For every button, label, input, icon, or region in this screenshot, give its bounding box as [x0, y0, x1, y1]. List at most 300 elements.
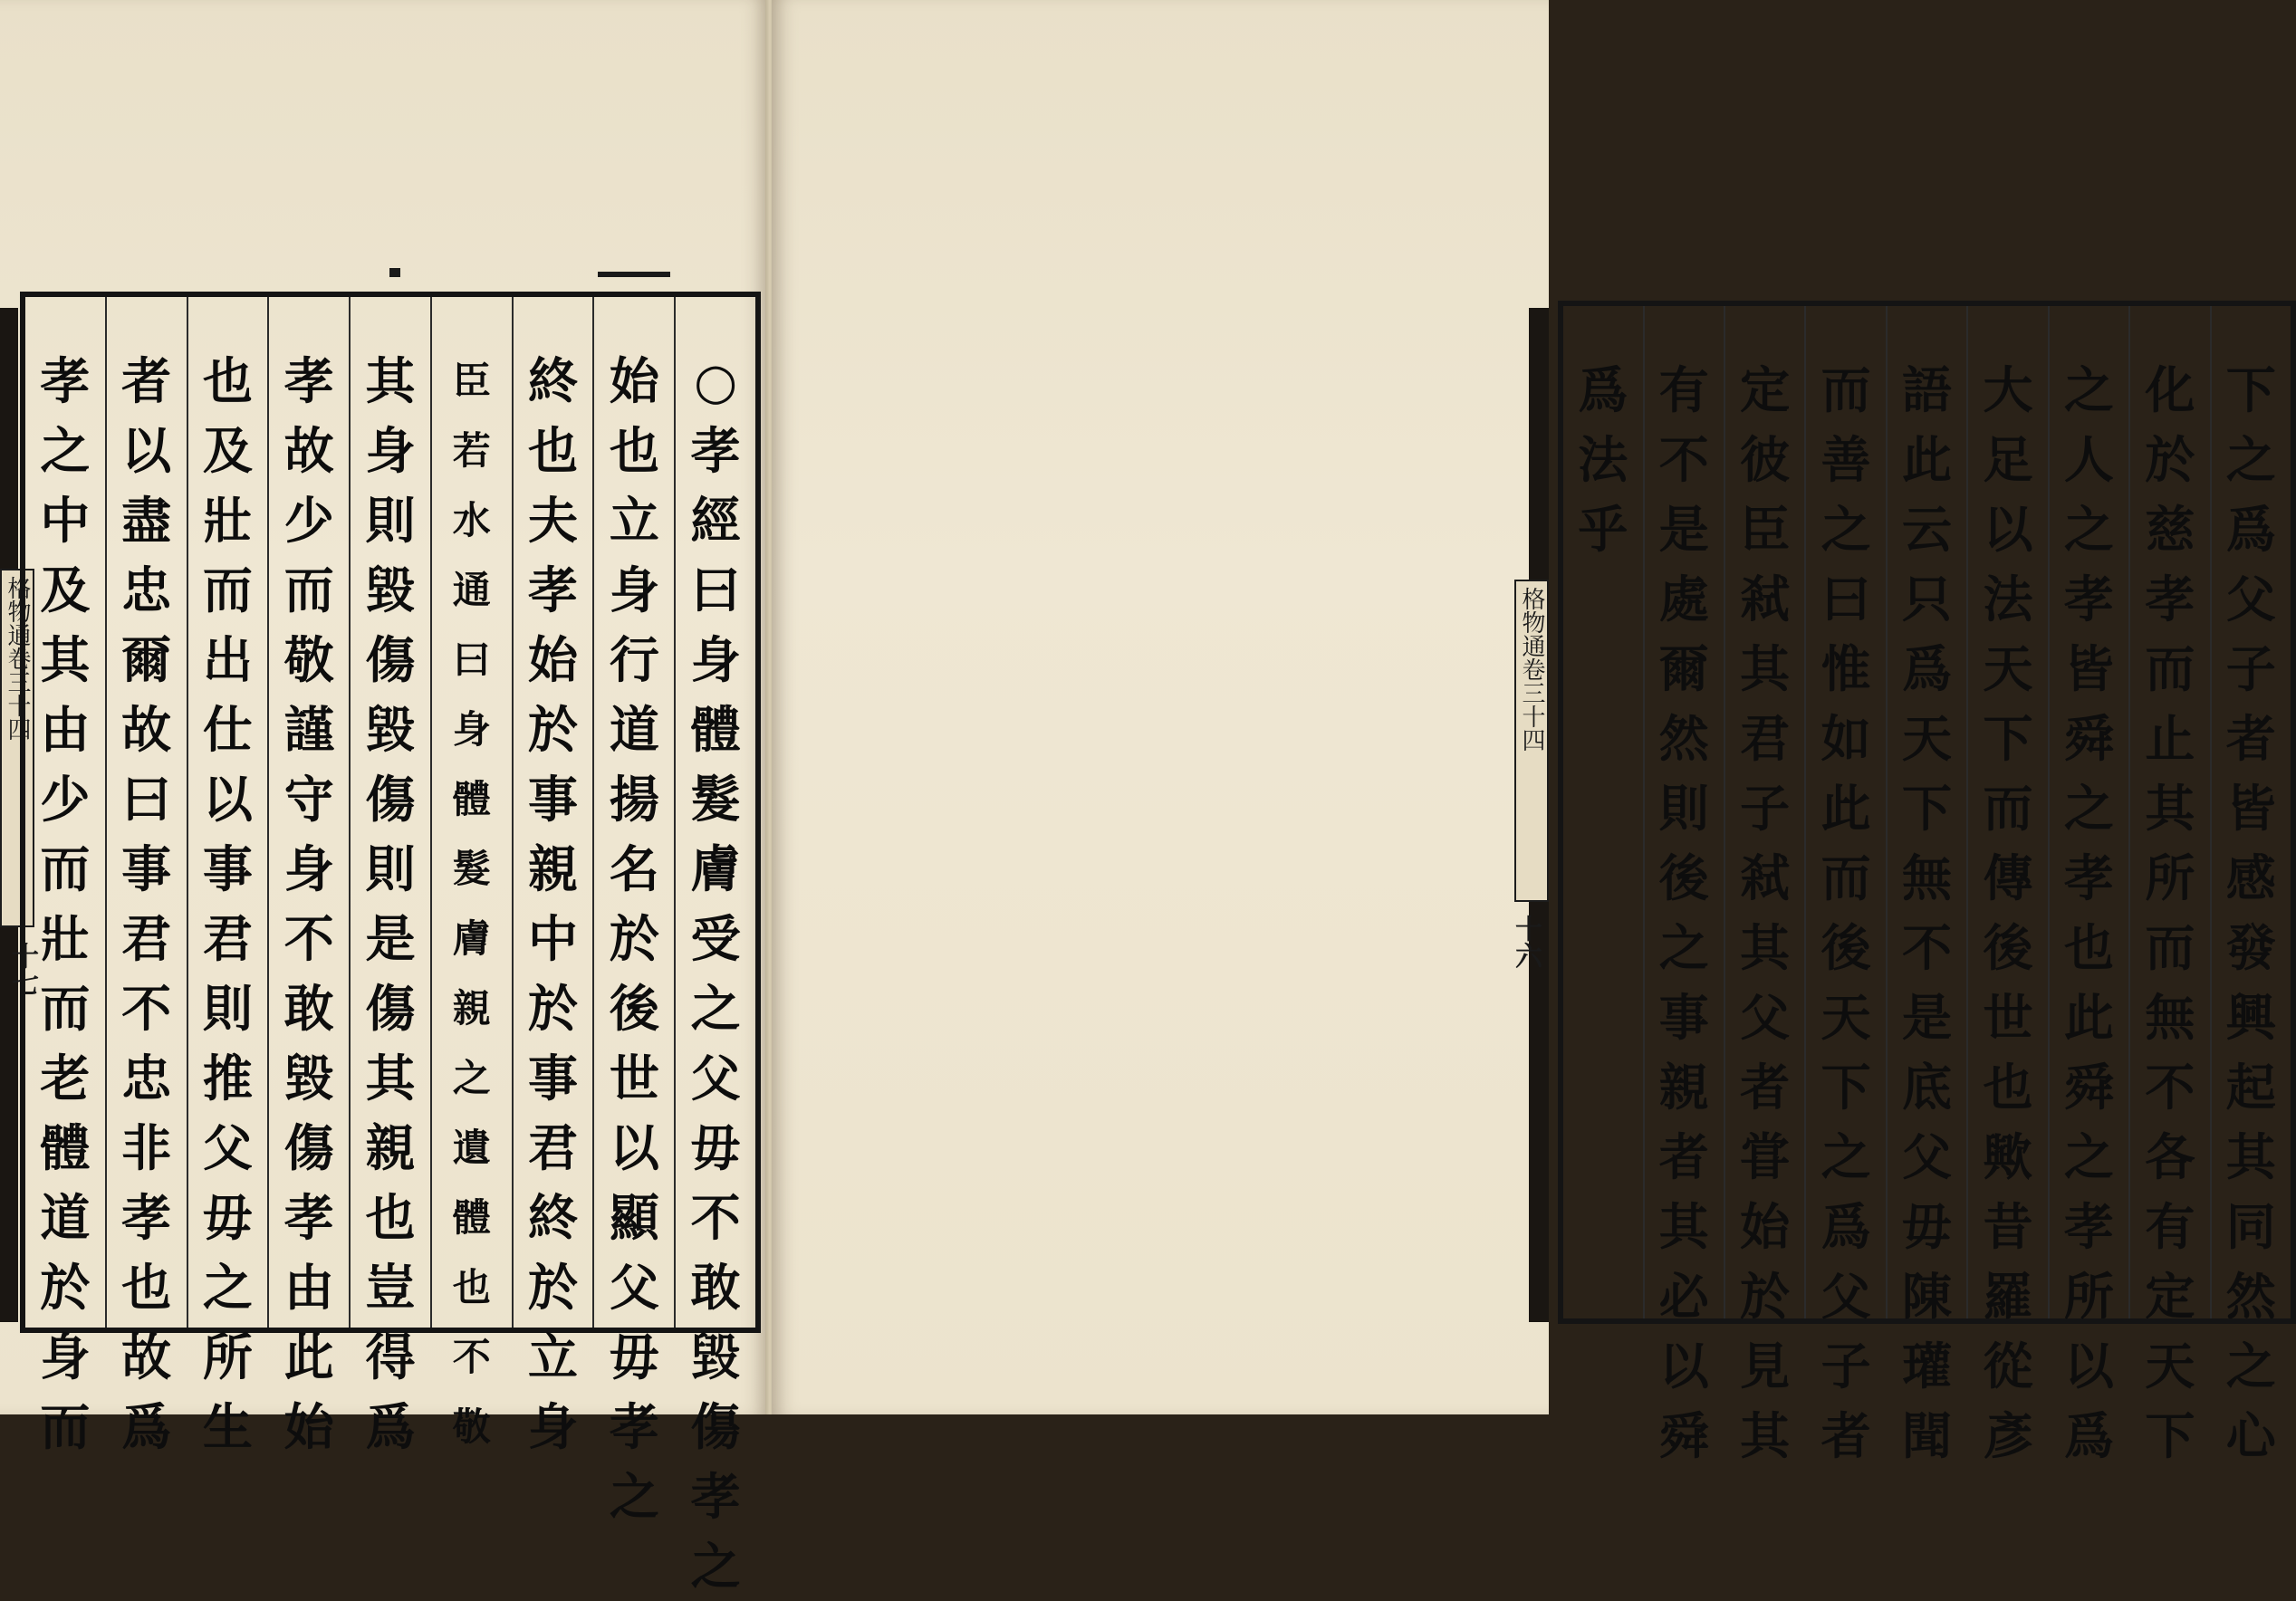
glyph: 善 [1820, 430, 1871, 489]
glyph: 以 [1983, 500, 2033, 559]
glyph: 爲 [2225, 500, 2276, 559]
glyph: 之 [2063, 1127, 2114, 1186]
glyph: 於 [1740, 1267, 1791, 1326]
glyph: 也 [2063, 918, 2114, 977]
glyph: 則 [365, 839, 416, 898]
glyph: 者 [1658, 1127, 1709, 1186]
glyph: 曰 [1820, 570, 1871, 628]
glyph: 孝 [528, 561, 579, 619]
glyph: 而 [2145, 639, 2195, 698]
glyph: 以 [121, 421, 172, 480]
glyph: 名 [609, 839, 659, 898]
glyph: 及 [202, 421, 253, 480]
glyph: 人 [2063, 430, 2114, 489]
glyph: 孝 [2145, 570, 2195, 628]
glyph: 無 [1902, 848, 1953, 907]
glyph: 則 [202, 979, 253, 1038]
left-text-frame [20, 292, 761, 1596]
glyph: 此 [2063, 988, 2114, 1047]
glyph: 水 [452, 498, 491, 542]
right-column [1724, 306, 1804, 1465]
glyph: 有 [1658, 360, 1709, 419]
glyph: 之 [452, 1056, 491, 1100]
left-column [267, 297, 349, 1456]
glyph: 爲 [2063, 1406, 2114, 1465]
glyph: 身 [528, 1397, 579, 1456]
glyph: 同 [2225, 1197, 2276, 1256]
glyph: 下 [1902, 779, 1953, 838]
glyph: 父 [690, 1049, 741, 1107]
glyph: 父 [202, 1118, 253, 1177]
glyph: 是 [1902, 988, 1953, 1047]
right-column [1804, 306, 1885, 1465]
glyph: 毋 [690, 1118, 741, 1177]
glyph: 不 [1902, 918, 1953, 977]
glyph: 彥 [1983, 1406, 2033, 1465]
glyph: 身 [365, 421, 416, 480]
glyph: 之 [1820, 500, 1871, 559]
glyph: 故 [121, 700, 172, 759]
glyph: 而 [283, 561, 334, 619]
glyph: 而 [2145, 918, 2195, 977]
glyph: 傷 [283, 1118, 334, 1177]
glyph: 顯 [609, 1188, 659, 1247]
glyph: 也 [365, 1188, 416, 1247]
glyph: 云 [1902, 500, 1953, 559]
glyph: 於 [40, 1258, 91, 1317]
glyph: 世 [609, 1049, 659, 1107]
glyph: 不 [283, 909, 334, 968]
left-column [187, 297, 268, 1456]
glyph: 而 [1983, 779, 2033, 838]
glyph: 弒 [1740, 848, 1791, 907]
glyph: 毋 [1902, 1197, 1953, 1256]
glyph: 遺 [452, 1126, 491, 1170]
glyph: 子 [1820, 1337, 1871, 1395]
left-page [0, 0, 768, 1596]
glyph: 之 [2225, 430, 2276, 489]
glyph: 不 [452, 1335, 491, 1379]
glyph: 膚 [690, 839, 741, 898]
glyph: 孝 [40, 351, 91, 410]
glyph: 其 [2225, 1127, 2276, 1186]
glyph: 少 [40, 770, 91, 829]
glyph: 其 [2145, 779, 2195, 838]
glyph: 忠 [121, 1049, 172, 1107]
glyph: 惟 [1820, 639, 1871, 698]
glyph: 之 [690, 1537, 741, 1596]
glyph: 之 [2063, 360, 2114, 419]
glyph: 及 [40, 561, 91, 619]
glyph: 爲 [121, 1397, 172, 1456]
glyph: 親 [1658, 1058, 1709, 1117]
glyph: 傳 [1983, 848, 2033, 907]
glyph: ○ [694, 351, 738, 410]
glyph: 始 [283, 1397, 334, 1456]
glyph: 從 [1983, 1337, 2033, 1395]
glyph: 忠 [121, 561, 172, 619]
glyph: 孝 [690, 421, 741, 480]
glyph: 道 [40, 1188, 91, 1247]
glyph: 也 [121, 1258, 172, 1317]
right-column [1563, 306, 1642, 1318]
glyph: 於 [2145, 430, 2195, 489]
glyph: 此 [283, 1328, 334, 1386]
glyph: 於 [528, 1258, 579, 1317]
glyph: 傷 [365, 770, 416, 829]
glyph: 而 [40, 839, 91, 898]
glyph: 歟 [1983, 1127, 2033, 1186]
glyph: 也 [528, 421, 579, 480]
glyph: 君 [528, 1118, 579, 1177]
glyph: 身 [40, 1328, 91, 1386]
right-column [1643, 306, 1724, 1465]
glyph: 出 [202, 630, 253, 689]
glyph: 後 [609, 979, 659, 1038]
glyph: 慈 [2145, 500, 2195, 559]
left-column [105, 297, 187, 1456]
glyph: 生 [202, 1397, 253, 1456]
glyph: 孝 [283, 351, 334, 410]
glyph: 其 [365, 1049, 416, 1107]
glyph: 而 [40, 1397, 91, 1456]
glyph: 天 [1902, 709, 1953, 768]
glyph: 皆 [2063, 639, 2114, 698]
glyph: 夫 [528, 491, 579, 550]
glyph: 也 [1983, 1058, 2033, 1117]
right-column [1966, 306, 2047, 1465]
glyph: 而 [202, 561, 253, 619]
glyph: 身 [283, 839, 334, 898]
glyph: 下 [2225, 360, 2276, 419]
glyph: 親 [528, 839, 579, 898]
glyph: 下 [2145, 1406, 2195, 1465]
glyph: 足 [1983, 430, 2033, 489]
glyph: 其 [1740, 918, 1791, 977]
glyph: 見 [1740, 1337, 1791, 1395]
glyph: 此 [1820, 779, 1871, 838]
glyph: 不 [690, 1188, 741, 1247]
glyph: 所 [2063, 1267, 2114, 1326]
glyph: 而 [40, 979, 91, 1038]
glyph: 孝 [2063, 1197, 2114, 1256]
glyph: 爾 [1658, 639, 1709, 698]
glyph: 髮 [452, 847, 491, 891]
glyph: 毀 [690, 1328, 741, 1386]
right-page [772, 0, 2276, 1465]
glyph: 身 [609, 561, 659, 619]
glyph: 底 [1902, 1058, 1953, 1117]
glyph: 曰 [452, 638, 491, 682]
glyph: 事 [528, 770, 579, 829]
glyph: 以 [609, 1118, 659, 1177]
glyph: 毀 [365, 700, 416, 759]
glyph: 敬 [283, 630, 334, 689]
glyph: 由 [283, 1258, 334, 1317]
glyph: 舜 [1658, 1406, 1709, 1465]
glyph: 天 [1820, 988, 1871, 1047]
glyph: 後 [1983, 918, 2033, 977]
glyph: 下 [1983, 709, 2033, 768]
glyph: 只 [1902, 570, 1953, 628]
glyph: 身 [690, 630, 741, 689]
glyph: 受 [690, 909, 741, 968]
glyph: 老 [40, 1049, 91, 1107]
glyph: 所 [202, 1328, 253, 1386]
left-column [349, 297, 430, 1456]
glyph: 父 [1820, 1267, 1871, 1326]
glyph: 止 [2145, 709, 2195, 768]
glyph: 其 [365, 351, 416, 410]
glyph: 天 [1983, 639, 2033, 698]
glyph: 世 [1983, 988, 2033, 1047]
glyph: 敢 [690, 1258, 741, 1317]
glyph: 聞 [1902, 1406, 1953, 1465]
glyph: 弒 [1740, 570, 1791, 628]
glyph: 所 [2145, 848, 2195, 907]
page-mark [389, 268, 400, 277]
glyph: 發 [2225, 918, 2276, 977]
glyph: 子 [2225, 639, 2276, 698]
left-column [592, 297, 674, 1526]
glyph: 傷 [365, 630, 416, 689]
glyph: 法 [1983, 570, 2033, 628]
glyph: 之 [1820, 1127, 1871, 1186]
glyph: 孝 [283, 1188, 334, 1247]
glyph: 者 [121, 351, 172, 410]
glyph: 者 [1740, 1058, 1791, 1117]
glyph: 中 [528, 909, 579, 968]
glyph: 謹 [283, 700, 334, 759]
glyph: 通 [452, 568, 491, 612]
glyph: 而 [1820, 360, 1871, 419]
glyph: 起 [2225, 1058, 2276, 1117]
right-columns [1563, 306, 2291, 1465]
glyph: 語 [1902, 360, 1953, 419]
left-page-title-tab: 格物通卷三十四 [0, 569, 34, 927]
glyph: 身 [452, 707, 491, 752]
left-columns [25, 297, 755, 1596]
glyph: 乎 [1578, 500, 1628, 559]
glyph: 曰 [121, 770, 172, 829]
right-column [2048, 306, 2128, 1465]
glyph: 道 [609, 700, 659, 759]
glyph: 大 [1983, 360, 2033, 419]
glyph: 後 [1658, 848, 1709, 907]
glyph: 羅 [1983, 1267, 2033, 1326]
glyph: 豈 [365, 1258, 416, 1317]
glyph: 然 [1658, 709, 1709, 768]
glyph: 則 [1658, 779, 1709, 838]
glyph: 體 [452, 1195, 491, 1240]
glyph: 君 [121, 909, 172, 968]
glyph: 於 [609, 909, 659, 968]
glyph: 父 [1902, 1127, 1953, 1186]
glyph: 君 [1740, 709, 1791, 768]
glyph: 若 [452, 428, 491, 473]
glyph: 是 [1658, 500, 1709, 559]
glyph: 不 [2145, 1058, 2195, 1117]
glyph: 也 [609, 421, 659, 480]
glyph: 是 [365, 909, 416, 968]
right-page-folio: 十六 [1510, 915, 1542, 969]
glyph: 親 [365, 1118, 416, 1177]
glyph: 君 [202, 909, 253, 968]
glyph: 下 [1820, 1058, 1871, 1117]
glyph: 爲 [1578, 360, 1628, 419]
right-column [2210, 306, 2291, 1465]
glyph: 孝 [2063, 570, 2114, 628]
glyph: 昔 [1983, 1197, 2033, 1256]
glyph: 爲 [1820, 1197, 1871, 1256]
glyph: 於 [528, 700, 579, 759]
glyph: 以 [1658, 1337, 1709, 1395]
glyph: 不 [1658, 430, 1709, 489]
glyph: 毀 [365, 561, 416, 619]
glyph: 彼 [1740, 430, 1791, 489]
glyph: 事 [121, 839, 172, 898]
glyph: 興 [2225, 988, 2276, 1047]
glyph: 各 [2145, 1127, 2195, 1186]
glyph: 之 [1658, 918, 1709, 977]
glyph: 仕 [202, 700, 253, 759]
glyph: 然 [2225, 1267, 2276, 1326]
glyph: 經 [690, 491, 741, 550]
glyph: 有 [2145, 1197, 2195, 1256]
glyph: 子 [1740, 779, 1791, 838]
glyph: 事 [202, 839, 253, 898]
glyph: 爾 [121, 630, 172, 689]
glyph: 事 [1658, 988, 1709, 1047]
glyph: 少 [283, 491, 334, 550]
left-column [512, 297, 593, 1456]
glyph: 始 [528, 630, 579, 689]
glyph: 則 [365, 491, 416, 550]
glyph: 以 [202, 770, 253, 829]
glyph: 揚 [609, 770, 659, 829]
glyph: 後 [1820, 918, 1871, 977]
glyph: 臣 [452, 359, 491, 403]
glyph: 之 [690, 979, 741, 1038]
glyph: 而 [1820, 848, 1871, 907]
glyph: 故 [283, 421, 334, 480]
glyph: 定 [2145, 1267, 2195, 1326]
glyph: 之 [609, 1467, 659, 1526]
glyph: 守 [283, 770, 334, 829]
glyph: 心 [2225, 1406, 2276, 1465]
glyph: 立 [609, 491, 659, 550]
glyph: 爲 [365, 1397, 416, 1456]
glyph: 毋 [609, 1328, 659, 1386]
right-text-frame [1558, 301, 2296, 1465]
glyph: 舜 [2063, 709, 2114, 768]
glyph: 體 [690, 700, 741, 759]
glyph: 甞 [1740, 1127, 1791, 1186]
glyph: 天 [2145, 1337, 2195, 1395]
glyph: 事 [528, 1049, 579, 1107]
glyph: 如 [1820, 709, 1871, 768]
glyph: 其 [1658, 1197, 1709, 1256]
glyph: 始 [1740, 1197, 1791, 1256]
glyph: 定 [1740, 360, 1791, 419]
glyph: 化 [2145, 360, 2195, 419]
glyph: 膚 [452, 916, 491, 961]
glyph: 感 [2225, 848, 2276, 907]
glyph: 必 [1658, 1267, 1709, 1326]
left-page-folio: 十七 [6, 942, 38, 996]
right-column [2128, 306, 2209, 1465]
glyph: 壯 [202, 491, 253, 550]
glyph: 髮 [690, 770, 741, 829]
right-page-title-tab: 格物通卷三十四 [1514, 580, 1549, 902]
glyph: 之 [2225, 1337, 2276, 1395]
glyph: 處 [1658, 570, 1709, 628]
glyph: 其 [1740, 1406, 1791, 1465]
glyph: 其 [1740, 639, 1791, 698]
glyph: 敬 [452, 1404, 491, 1449]
glyph: 毋 [202, 1188, 253, 1247]
glyph: 也 [452, 1265, 491, 1309]
glyph: 由 [40, 700, 91, 759]
right-column [1886, 306, 1966, 1465]
glyph: 得 [365, 1328, 416, 1386]
glyph: 以 [2063, 1337, 2114, 1395]
glyph: 父 [2225, 570, 2276, 628]
glyph: 之 [2063, 500, 2114, 559]
glyph: 孝 [609, 1397, 659, 1456]
glyph: 立 [528, 1328, 579, 1386]
glyph: 壯 [40, 909, 91, 968]
glyph: 瓘 [1902, 1337, 1953, 1395]
glyph: 體 [452, 777, 491, 821]
glyph: 體 [40, 1118, 91, 1177]
glyph: 終 [528, 1188, 579, 1247]
glyph: 者 [1820, 1406, 1871, 1465]
glyph: 中 [40, 491, 91, 550]
glyph: 者 [2225, 709, 2276, 768]
glyph: 曰 [690, 561, 741, 619]
glyph: 孝 [690, 1467, 741, 1526]
glyph: 行 [609, 630, 659, 689]
glyph: 孝 [2063, 848, 2114, 907]
glyph: 之 [202, 1258, 253, 1317]
glyph: 於 [528, 979, 579, 1038]
left-column [25, 297, 105, 1456]
glyph: 之 [40, 421, 91, 480]
glyph: 其 [40, 630, 91, 689]
page-mark [598, 272, 670, 277]
glyph: 傷 [690, 1397, 741, 1456]
glyph: 法 [1578, 430, 1628, 489]
glyph: 非 [121, 1118, 172, 1177]
glyph: 臣 [1740, 500, 1791, 559]
glyph: 親 [452, 986, 491, 1031]
glyph: 故 [121, 1328, 172, 1386]
left-column [430, 297, 512, 1449]
glyph: 無 [2145, 988, 2195, 1047]
glyph: 爲 [1902, 639, 1953, 698]
glyph: 父 [609, 1258, 659, 1317]
glyph: 盡 [121, 491, 172, 550]
glyph: 敢 [283, 979, 334, 1038]
glyph: 始 [609, 351, 659, 410]
glyph: 舜 [2063, 1058, 2114, 1117]
glyph: 傷 [365, 979, 416, 1038]
glyph: 推 [202, 1049, 253, 1107]
glyph: 毀 [283, 1049, 334, 1107]
glyph: 父 [1740, 988, 1791, 1047]
glyph: 終 [528, 351, 579, 410]
